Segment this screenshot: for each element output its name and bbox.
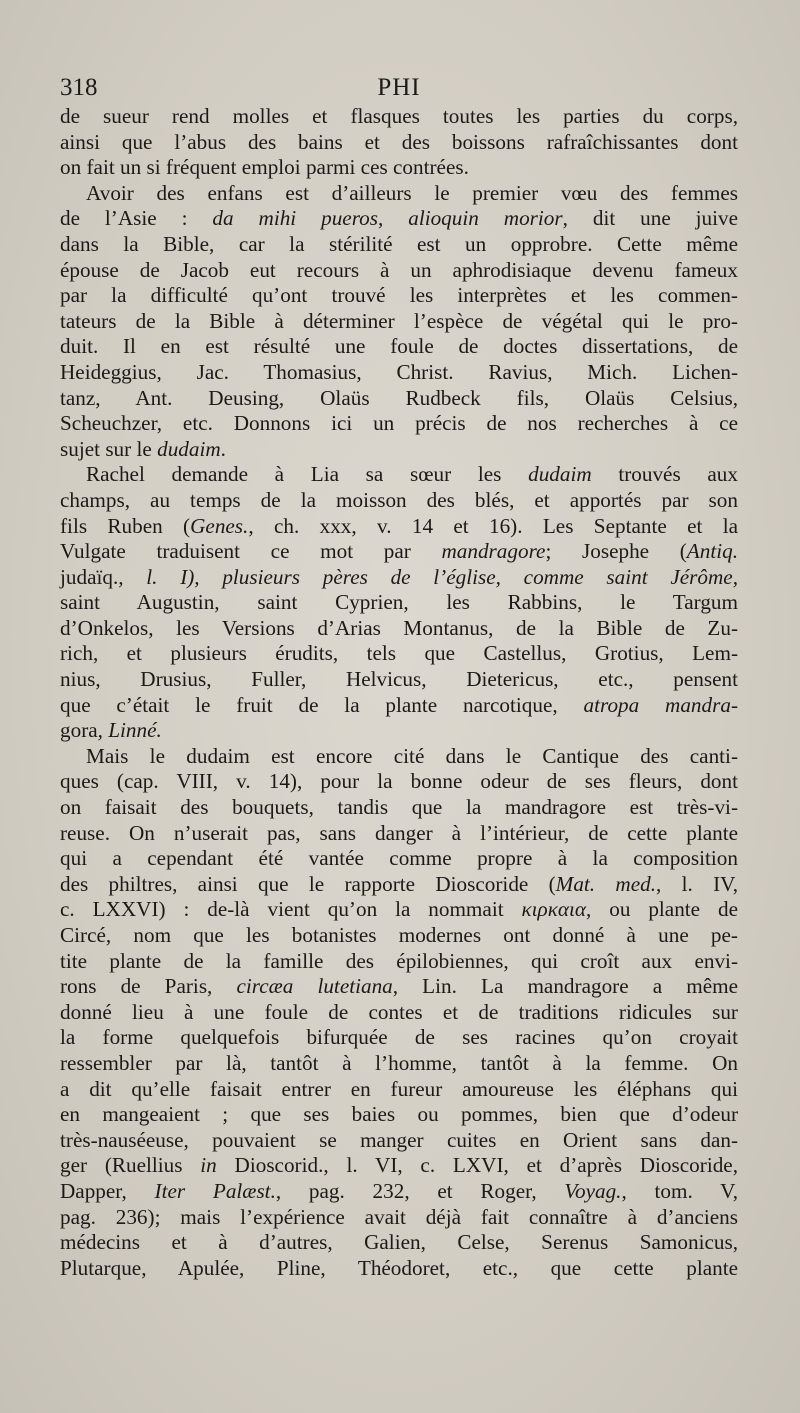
text-run: on faisait des bouquets, tandis que la mandragore est très-vi-: [60, 795, 738, 820]
text-run: qui a cependant été vantée comme propre à la composition: [60, 846, 738, 871]
page-number: 318: [60, 74, 98, 101]
text-line: [60, 462, 738, 488]
text-run: reuse. On n’userait pas, sans danger à l’intérieur, de cette plante: [60, 820, 738, 845]
text-line: [60, 795, 738, 821]
italic-text: Antiq.: [686, 539, 738, 564]
text-run: , ou plante de: [586, 897, 738, 922]
text-run: c. LXXVI) : de-là vient qu’on la nommait: [60, 897, 522, 922]
text-run: tateurs de la Bible à déterminer l’espèce de végétal qui le pro-: [60, 308, 738, 333]
text-run: ,: [378, 206, 409, 231]
text-run: , l. IV,: [656, 871, 738, 896]
text-line: [60, 130, 738, 156]
text-run: duit. Il en est résulté une foule de doctes dissertations, de: [60, 334, 738, 359]
italic-text: κιρκαια: [521, 897, 587, 922]
text-line: [60, 488, 738, 514]
text-line: [60, 1051, 738, 1077]
text-run: judaïq.: [60, 564, 119, 589]
text-run: saint Augustin, saint Cyprien, les Rabbins, le Targum: [60, 590, 738, 615]
text-run: Avoir des enfans est d’ailleurs le premier vœu des femmes: [86, 180, 738, 205]
text-run: Dapper,: [60, 1178, 155, 1203]
text-line: [60, 769, 738, 795]
text-run: rich, et plusieurs érudits, tels que Castellus, Grotius, Lem-: [60, 641, 738, 666]
text-run: par la difficulté qu’ont trouvé les interprètes et les commen-: [60, 283, 738, 308]
text-line: [60, 923, 738, 949]
text-run: Vulgate traduisent ce mot par: [60, 539, 442, 564]
italic-text: alioquin morior: [408, 206, 563, 231]
text-run: médecins et à d’autres, Galien, Celse, Serenus Samonicus,: [60, 1230, 738, 1255]
italic-text: atropa mandra-: [583, 692, 739, 717]
text-line: [60, 616, 738, 642]
text-run: des philtres, ainsi que le rapporte Dioscoride (: [60, 871, 556, 896]
text-run: ; Josephe (: [545, 539, 687, 564]
text-line: [60, 1179, 738, 1205]
text-run: , dit une juive: [562, 206, 739, 231]
text-run: champs, au temps de la moisson des blés, et apportés par son: [60, 487, 738, 512]
text-line: [60, 104, 738, 130]
italic-text: mandragore: [441, 539, 546, 564]
text-run: en mangeaient ; que ses baies ou pommes, bien que d’odeur: [60, 1102, 738, 1127]
text-run: on fait un si fréquent emploi parmi ces contrées.: [60, 155, 469, 180]
text-line: [60, 1102, 738, 1128]
text-line: [60, 641, 738, 667]
text-run: de sueur rend molles et flasques toutes les parties du corps,: [60, 104, 738, 128]
page-header: [60, 70, 738, 106]
text-run: Scheuchzer, etc. Donnons ici un précis de nos recherches à ce: [60, 411, 738, 436]
text-line: [60, 334, 738, 360]
text-line: [60, 1000, 738, 1026]
text-line: [60, 565, 738, 591]
text-run: très-nauséeuse, pouvaient se manger cuites en Orient sans dan-: [60, 1127, 738, 1152]
text-line: [60, 718, 738, 744]
italic-text: da mihi pueros: [212, 206, 378, 231]
text-line: [60, 514, 738, 540]
text-run: fils Ruben (: [60, 513, 191, 538]
text-run: Rachel demande à Lia sa sœur les: [86, 462, 529, 487]
text-run: pag. 236); mais l’expérience avait déjà fait connaître à d’anciens: [60, 1204, 738, 1229]
text-line: [60, 232, 738, 258]
text-run: .: [220, 436, 226, 461]
text-line: [60, 386, 738, 412]
text-run: que c’était le fruit de la plante narcotique,: [60, 692, 584, 717]
text-run: Dioscorid., l. VI, c. LXVI, et d’après Dioscoride,: [216, 1153, 738, 1178]
text-line: [60, 437, 738, 463]
text-line: [60, 667, 738, 693]
text-run: tite plante de la famille des épilobiennes, qui croît aux envi-: [60, 948, 738, 973]
text-run: Mais le dudaim est encore cité dans le Cantique des canti-: [86, 743, 738, 768]
text-run: ger (Ruellius: [60, 1153, 201, 1178]
text-line: [60, 258, 738, 284]
text-line: [60, 1077, 738, 1103]
text-run: rons de Paris,: [60, 974, 237, 999]
text-run: Plutarque, Apulée, Pline, Théodoret, etc., que cette plante: [60, 1255, 738, 1280]
text-run: de l’Asie :: [60, 206, 213, 231]
text-run: a dit qu’elle faisait entrer en fureur amoureuse les éléphans qui: [60, 1076, 738, 1101]
body-text: [60, 104, 738, 1281]
text-run: la forme quelquefois bifurquée de ses racines qu’on croyait: [60, 1025, 738, 1050]
italic-text: Voyag.: [564, 1178, 622, 1203]
text-line: [60, 590, 738, 616]
text-line: [60, 539, 738, 565]
text-line: [60, 897, 738, 923]
italic-text: , l. I), plusieurs pères de l’église, comme saint Jérôme,: [118, 564, 738, 589]
text-run: , pag. 232, et Roger,: [275, 1178, 565, 1203]
italic-text: circæa lutetiana: [236, 974, 393, 999]
text-run: sujet sur le: [60, 436, 158, 461]
text-line: [60, 155, 738, 181]
text-run: Circé, nom que les botanistes modernes ont donné à une pe-: [60, 923, 738, 947]
text-run: ressembler par là, tantôt à l’homme, tantôt à la femme. On: [60, 1050, 738, 1075]
italic-text: Iter Palæst.: [154, 1178, 276, 1203]
text-run: dans la Bible, car la stérilité est un opprobre. Cette même: [60, 231, 738, 256]
italic-text: dudaim: [157, 436, 221, 461]
text-run: gora: [60, 718, 98, 743]
italic-text: , Linné.: [97, 718, 162, 743]
text-line: [60, 846, 738, 872]
text-line: [60, 1205, 738, 1231]
text-line: [60, 360, 738, 386]
text-line: [60, 1230, 738, 1256]
text-line: [60, 283, 738, 309]
text-line: [60, 821, 738, 847]
text-run: nius, Drusius, Fuller, Helvicus, Dietericus, etc., pensent: [60, 667, 738, 692]
text-line: [60, 949, 738, 975]
text-line: [60, 411, 738, 437]
text-line: [60, 872, 738, 898]
text-line: [60, 1128, 738, 1154]
text-run: trouvés aux: [591, 462, 738, 487]
text-run: , Lin. La mandragore a même: [392, 974, 738, 999]
text-line: [60, 974, 738, 1000]
text-run: donné lieu à une foule de contes et de traditions ridicules sur: [60, 999, 738, 1024]
text-run: , ch. xxx, v. 14 et 16). Les Septante et la: [248, 513, 738, 538]
text-run: ques (cap. VIII, v. 14), pour la bonne odeur de ses fleurs, dont: [60, 769, 738, 794]
text-run: ainsi que l’abus des bains et des boissons rafraîchissantes dont: [60, 129, 738, 154]
text-line: [60, 181, 738, 207]
italic-text: in: [200, 1153, 217, 1178]
italic-text: dudaim: [528, 462, 592, 487]
text-line: [60, 693, 738, 719]
italic-text: Mat. med.: [555, 871, 656, 896]
text-line: [60, 744, 738, 770]
text-run: d’Onkelos, les Versions d’Arias Montanus, de la Bible de Zu-: [60, 615, 738, 640]
italic-text: Genes.: [190, 513, 249, 538]
running-head: PHI: [377, 74, 421, 101]
text-run: , tom. V,: [621, 1178, 738, 1203]
text-line: [60, 206, 738, 232]
text-line: [60, 1153, 738, 1179]
text-line: [60, 1256, 738, 1282]
text-line: [60, 309, 738, 335]
text-run: épouse de Jacob eut recours à un aphrodisiaque devenu fameux: [60, 257, 738, 282]
text-line: [60, 1025, 738, 1051]
text-run: Heideggius, Jac. Thomasius, Christ. Ravius, Mich. Lichen-: [60, 359, 738, 384]
text-run: tanz, Ant. Deusing, Olaüs Rudbeck fils, Olaüs Celsius,: [60, 385, 738, 410]
